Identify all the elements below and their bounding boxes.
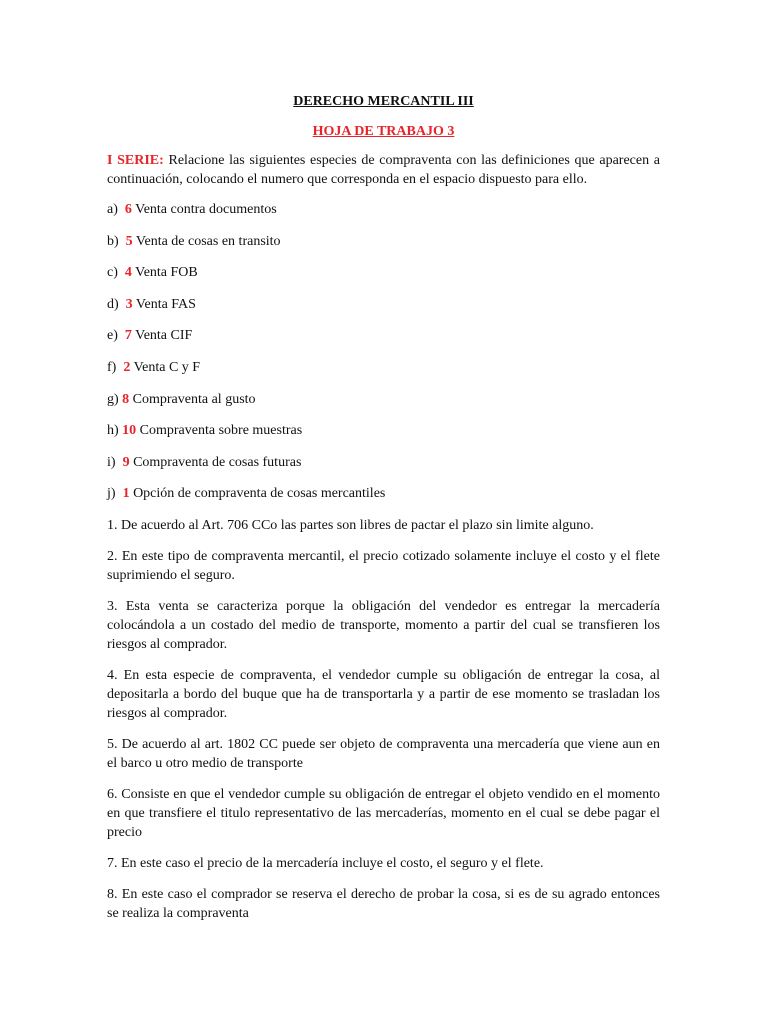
answer-number: 4 [124,265,132,281]
answer-text: Venta FAS [135,296,196,312]
definition-item: 2. En este tipo de compraventa mercantil, el precio cotizado solamente incluye el costo y el flete suprimiendo el seguro. [107,548,660,583]
answer-letter: e) [107,328,118,344]
definition-item: 3. Esta venta se caracteriza porque la obligación del vendedor es entregar la mercadería colocándola a un costado del medio de transporte, momento a partir del cual se transfieren los riesgos al comprador. [107,598,660,652]
answer-letter: c) [107,265,118,281]
document-title: DERECHO MERCANTIL III [293,94,474,109]
worksheet-subtitle: HOJA DE TRABAJO 3 [312,124,455,139]
answer-number: 6 [124,202,132,217]
list-item [107,358,660,377]
answer-number: 5 [125,233,133,249]
answer-number: 1 [122,486,130,502]
list-item [107,390,660,409]
definition-list [107,516,660,923]
answer-text: Opción de compraventa de cosas mercantiles [133,486,386,502]
definition-item: 7. En este caso el precio de la mercadería incluye el costo, el seguro y el flete. [107,855,544,871]
serie-text: Relacione las siguientes especies de compraventa con las definiciones que aparecen a continuación, colocando el numero que corresponda en el espacio dispuesto para ello. [107,153,660,187]
definition-item: 5. De acuerdo al art. 1802 CC puede ser objeto de compraventa una mercadería que viene aun en el barco u otro medio de transporte [107,736,660,771]
answer-letter: d) [107,296,119,312]
list-item [107,453,660,472]
definition-item: 1. De acuerdo al Art. 706 CCo las partes son libres de pactar el plazo sin limite alguno. [107,517,594,533]
list-item [107,232,660,251]
definition-item: 4. En esta especie de compraventa, el vendedor cumple su obligación de entregar la cosa, al depositarla a bordo del buque que ha de transportarla y a partir de ese momento se trasladan los riesgos al comprador. [107,667,660,721]
answer-text: Venta FOB [135,265,198,281]
definition-item: 6. Consiste en que el vendedor cumple su obligación de entregar el objeto vendido en el momento en que transfiere el titulo representativo de las mercaderías, momento en el cual se debe pagar el precio [107,786,660,840]
answer-number: 7 [124,328,132,344]
list-item [107,484,660,503]
answer-text: Compraventa sobre muestras [139,423,303,439]
answer-list [107,200,660,503]
answer-number: 3 [125,296,133,312]
list-item [107,263,660,282]
list-item [107,200,660,219]
serie-instructions [107,151,660,189]
list-item [107,421,660,440]
serie-label: I SERIE: [107,153,164,168]
answer-letter: g) [107,391,119,407]
answer-number: 10 [122,423,137,439]
answer-number: 8 [122,391,130,407]
answer-letter: i) [107,454,116,470]
answer-text: Venta CIF [135,328,193,344]
list-item [107,326,660,345]
answer-number: 9 [122,454,130,470]
list-item [107,295,660,314]
answer-text: Venta contra documentos [135,202,277,217]
answer-number: 2 [123,359,131,375]
answer-letter: b) [107,233,119,249]
answer-text: Venta C y F [133,359,201,375]
answer-letter: a) [107,202,118,217]
definition-item: 8. En este caso el comprador se reserva el derecho de probar la cosa, si es de su agrado entonces se realiza la compraventa [107,886,660,921]
answer-text: Compraventa de cosas futuras [133,454,302,470]
answer-letter: j) [107,486,116,502]
document-page [107,92,660,935]
answer-text: Compraventa al gusto [132,391,256,407]
answer-letter: f) [107,359,117,375]
answer-letter: h) [107,423,119,439]
answer-text: Venta de cosas en transito [135,233,281,249]
